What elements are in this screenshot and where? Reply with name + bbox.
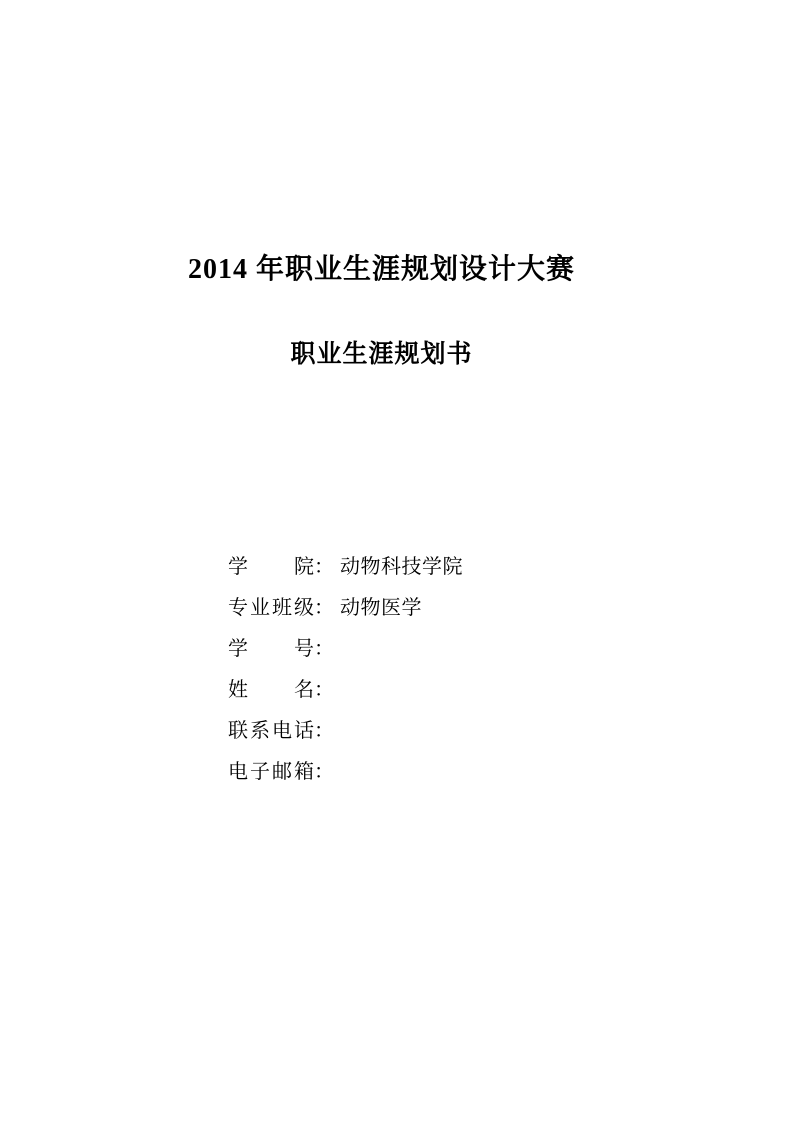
email-field-colon: ： [314, 761, 334, 783]
heading-block [0, 254, 763, 369]
phone-field-colon: ： [314, 720, 334, 742]
major-class-field-value: 动物医学 [340, 597, 422, 619]
college-field-value: 动物科技学院 [340, 556, 463, 578]
major-class-field-colon: ： [314, 597, 334, 619]
document-subtitle: 职业生涯规划书 [290, 341, 473, 368]
document-title: 2014 年职业生涯规划设计大赛 [187, 254, 575, 285]
college-field-label: 学院 [228, 556, 314, 578]
form-row-major-class [228, 597, 648, 619]
cover-info-form [228, 556, 648, 802]
student-id-field-colon: ： [314, 638, 334, 660]
college-field-colon: ： [314, 556, 334, 578]
form-row-college [228, 556, 648, 578]
email-field-label: 电子邮箱 [228, 761, 314, 783]
phone-field-label: 联系电话 [228, 720, 314, 742]
form-row-student-id [228, 638, 648, 660]
student-id-field-label: 学号 [228, 638, 314, 660]
name-field-colon: ： [314, 679, 334, 701]
form-row-phone [228, 720, 648, 742]
major-class-field-label: 专业班级 [228, 597, 314, 619]
form-row-name [228, 679, 648, 701]
form-row-email [228, 761, 648, 783]
name-field-label: 姓名 [228, 679, 314, 701]
